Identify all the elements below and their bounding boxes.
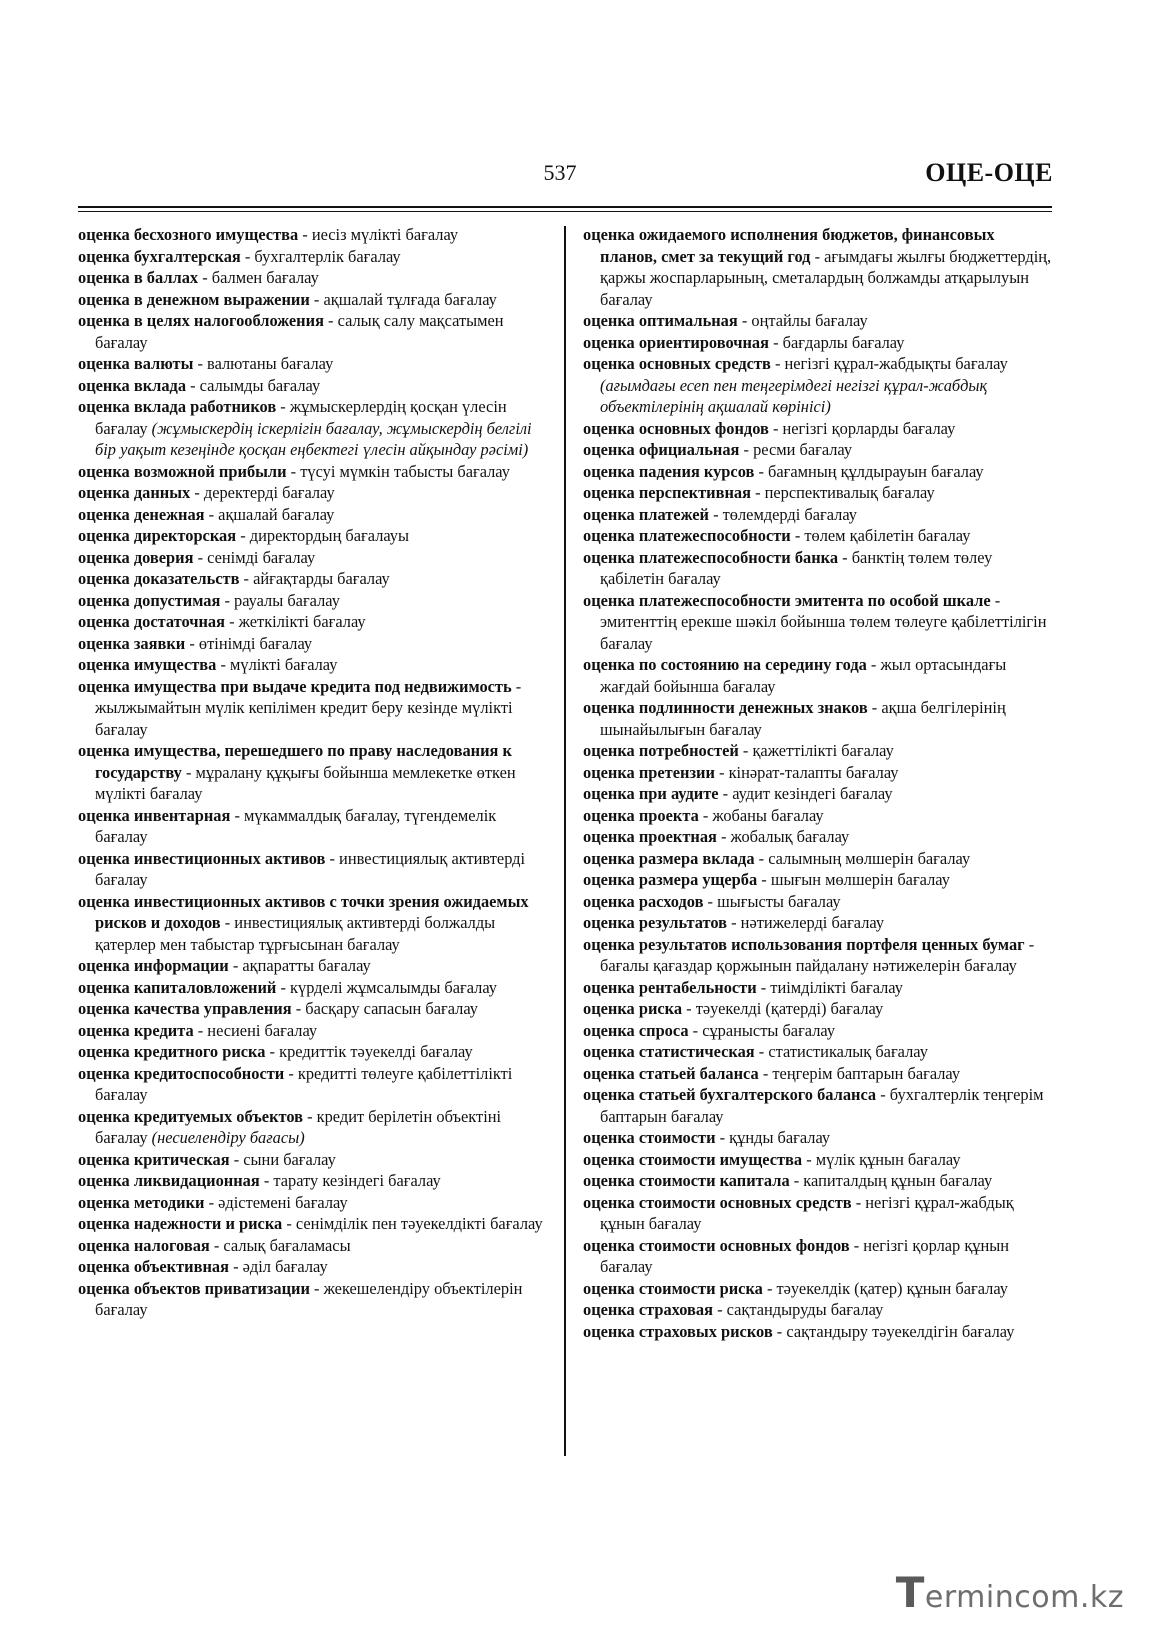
entry-term: оценка страховых рисков [583, 1321, 773, 1341]
dictionary-entry [583, 353, 1053, 418]
entry-term: оценка достаточная [78, 612, 225, 631]
right-column [583, 224, 1053, 1342]
dictionary-entry [78, 1256, 548, 1278]
dictionary-entry [583, 1041, 1053, 1063]
termincom-logo: Termincom.kz [895, 1568, 1124, 1617]
entry-term: оценка ликвидационная [78, 1171, 260, 1190]
entry-definition: - күрделі жұмсалымды бағалау [276, 977, 497, 997]
entry-definition: - жобалық бағалау [716, 827, 850, 846]
entry-definition: - нәтижелерді бағалау [727, 913, 885, 932]
dictionary-entry [583, 762, 1053, 784]
dictionary-entry [583, 224, 1053, 310]
dictionary-entry [78, 461, 548, 483]
header-rule-thick [78, 206, 1052, 208]
dictionary-entry [78, 1106, 548, 1149]
dictionary-entry [78, 590, 548, 612]
dictionary-entry [583, 332, 1053, 354]
entry-term: оценка ожидаемого исполнения бюджетов, финансовых планов, смет за текущий год [583, 225, 995, 266]
entry-definition: - төлемдерді бағалау [708, 504, 857, 524]
entry-definition: - салық бағаламасы [209, 1235, 351, 1255]
left-column [78, 224, 548, 1321]
entry-definition: - ресми бағалау [739, 440, 853, 459]
entry-definition: - деректерді бағалау [190, 483, 335, 502]
dictionary-entry [78, 246, 548, 268]
entry-term: оценка вклада работников [78, 397, 277, 416]
dictionary-entry [583, 1299, 1053, 1321]
entry-definition: - негізгі құрал-жабдық құнын бағалау [600, 1192, 1014, 1233]
entry-term: оценка в баллах [78, 268, 199, 287]
entry-definition: - оңтайлы бағалау [737, 311, 868, 330]
dictionary-entry [78, 482, 548, 504]
dictionary-entry [583, 998, 1053, 1020]
entry-definition: - валютаны бағалау [193, 354, 334, 373]
entry-definition: - салымды бағалау [186, 375, 321, 395]
entry-definition: - мүлік құнын бағалау [802, 1149, 961, 1169]
dictionary-entry [78, 633, 548, 655]
entry-definition: - жыл ортасындағы жағдай бойынша бағалау [600, 655, 1007, 696]
entry-definition: - құнды бағалау [715, 1128, 831, 1147]
entry-term: оценка в целях налогообложения [78, 311, 324, 330]
entry-definition: - өтінімді бағалау [185, 633, 313, 653]
entry-term: оценка рентабельности [583, 977, 757, 997]
entry-definition: - перспективалық бағалау [750, 483, 935, 502]
entry-term: оценка статьей баланса [583, 1063, 759, 1083]
entry-term: оценка инвестиционных активов [78, 848, 326, 868]
dictionary-entry [78, 955, 548, 977]
dictionary-entry [583, 805, 1053, 827]
dictionary-entry [78, 504, 548, 526]
entry-term: оценка данных [78, 483, 191, 502]
dictionary-entry [78, 611, 548, 633]
entry-term: оценка качества управления [78, 999, 292, 1018]
dictionary-entry [583, 826, 1053, 848]
dictionary-entry [583, 1192, 1053, 1235]
entry-note: (несиелендіру бағасы) [151, 1128, 305, 1147]
entry-note: (жұмыскердің іскерлігін бағалау, жұмыскердің белгілі бір уақыт кезеңінде қосқан еңбектегі үлесін айқындау рәсімі) [95, 418, 532, 459]
dictionary-entry [583, 504, 1053, 526]
dictionary-entry [78, 1192, 548, 1214]
entry-term: оценка стоимости основных средств [583, 1192, 852, 1212]
entry-definition: - ақшалай бағалау [204, 504, 335, 524]
entry-definition: - жылжымайтын мүлік кепілімен кредит беру кезінде мүлікті бағалау [95, 676, 522, 739]
entry-definition: - мүлікті бағалау [216, 655, 338, 674]
entry-term: оценка имущества [78, 655, 217, 674]
dictionary-entry [78, 891, 548, 956]
dictionary-entry [583, 439, 1053, 461]
entry-term: оценка платежей [583, 504, 709, 524]
entry-definition: - бағалы қағаздар қоржынын пайдалану нәтижелерін бағалау [600, 934, 1035, 975]
dictionary-entry [78, 676, 548, 741]
entry-term: оценка допустимая [78, 590, 221, 610]
dictionary-entry [583, 891, 1053, 913]
entry-definition: - сақтандыру тәуекелдігін бағалау [772, 1321, 1015, 1341]
dictionary-entry [583, 1127, 1053, 1149]
dictionary-entry [78, 740, 548, 805]
entry-definition: - негізгі қорлар құнын бағалау [600, 1235, 1010, 1276]
entry-definition: - бухгалтерлік бағалау [240, 246, 401, 266]
dictionary-entry [78, 310, 548, 353]
entry-term: оценка кредитуемых объектов [78, 1106, 303, 1126]
dictionary-entry [78, 525, 548, 547]
entry-definition: - шығысты бағалау [703, 891, 841, 911]
entry-definition: - капиталдың құнын бағалау [789, 1171, 993, 1190]
dictionary-entry [78, 1278, 548, 1321]
dictionary-entry [78, 1213, 548, 1235]
dictionary-entry [583, 1170, 1053, 1192]
entry-term: оценка ориентировочная [583, 332, 769, 352]
entry-definition: - инвестициялық активтерді болжалды қатерлер мен табыстар тұрғысынан бағалау [95, 913, 496, 954]
entry-term: оценка перспективная [583, 483, 751, 502]
entry-definition: - теңгерім баптарын бағалау [758, 1063, 961, 1083]
entry-term: оценка стоимости капитала [583, 1171, 790, 1190]
page-number: 537 [543, 160, 577, 185]
entry-term: оценка стоимости имущества [583, 1149, 803, 1169]
entry-term: оценка заявки [78, 633, 186, 653]
dictionary-entry [583, 654, 1053, 697]
entry-term: оценка возможной прибыли [78, 461, 287, 481]
dictionary-entry [583, 1149, 1053, 1171]
dictionary-entry [583, 310, 1053, 332]
dictionary-entry [78, 289, 548, 311]
entry-definition: - бағамның құлдырауын бағалау [754, 461, 984, 481]
entry-term: оценка оптимальная [583, 311, 738, 330]
entry-term: оценка страховая [583, 1300, 713, 1319]
entry-term: оценка падения курсов [583, 461, 755, 481]
entry-term: оценка результатов [583, 913, 728, 932]
entry-definition: - әділ бағалау [228, 1257, 328, 1276]
dictionary-entry [583, 934, 1053, 977]
entry-term: оценка риска [583, 999, 683, 1018]
entry-definition: - қажеттілікті бағалау [738, 741, 894, 760]
dictionary-entry [78, 1041, 548, 1063]
entry-definition: - шығын мөлшерін бағалау [757, 870, 950, 889]
entry-definition: - тиімділікті бағалау [756, 977, 903, 997]
entry-definition: - ақшалай тұлғада бағалау [309, 289, 497, 309]
entry-definition: - ақпаратты бағалау [228, 956, 371, 975]
entry-definition: - айғақтарды бағалау [239, 569, 390, 588]
dictionary-entry [583, 1278, 1053, 1300]
entry-term: оценка доверия [78, 547, 194, 567]
dictionary-entry [78, 1149, 548, 1171]
dictionary-entry [78, 375, 548, 397]
entry-term: оценка стоимости основных фондов [583, 1235, 850, 1255]
entry-definition: - тәуекелдік (қатер) құнын бағалау [762, 1278, 1008, 1298]
header-rule-thin [78, 211, 1052, 212]
entry-definition: - жекешелендіру объектілерін бағалау [95, 1278, 523, 1319]
entry-definition: - инвестициялық активтерді бағалау [95, 848, 526, 889]
entry-term: оценка официальная [583, 440, 740, 459]
entry-definition: - ақша белгілерінің шынайылығын бағалау [600, 698, 1006, 739]
dictionary-entry [583, 1020, 1053, 1042]
dictionary-entry [583, 547, 1053, 590]
entry-term: оценка проекта [583, 805, 699, 825]
entry-term: оценка денежная [78, 504, 205, 524]
dictionary-entry [78, 1020, 548, 1042]
entry-definition: - басқару сапасын бағалау [291, 999, 478, 1018]
dictionary-entry [78, 654, 548, 676]
entry-definition: - кінәрат-талапты бағалау [714, 762, 899, 782]
entry-term: оценка платежеспособности банка [583, 547, 839, 567]
entry-term: оценка основных фондов [583, 418, 769, 438]
dictionary-entry [583, 848, 1053, 870]
entry-term: оценка капиталовложений [78, 977, 277, 997]
entry-definition: - жеткілікті бағалау [225, 612, 366, 631]
entry-term: оценка инвентарная [78, 805, 231, 825]
dictionary-entry [78, 547, 548, 569]
entry-term: оценка кредита [78, 1020, 194, 1040]
entry-term: оценка имущества при выдаче кредита под недвижимость [78, 676, 512, 696]
dictionary-entry [583, 1063, 1053, 1085]
entry-term: оценка расходов [583, 891, 704, 911]
entry-term: оценка размера вклада [583, 848, 755, 868]
entry-term: оценка информации [78, 956, 229, 975]
entry-term: оценка стоимости риска [583, 1278, 763, 1298]
entry-definition: - аудит кезіндегі бағалау [718, 784, 893, 803]
entry-definition: - эмитенттің ерекше шәкіл бойынша төлем төлеуге қабілеттілігін бағалау [600, 590, 1047, 653]
dictionary-entry [78, 977, 548, 999]
dictionary-entry [583, 697, 1053, 740]
entry-definition: - негізгі құрал-жабдықты бағалау [770, 354, 1008, 373]
entry-term: оценка спроса [583, 1020, 689, 1040]
entry-definition: - әдістемені бағалау [204, 1192, 348, 1212]
entry-definition: - рауалы бағалау [220, 590, 340, 610]
entry-definition: - төлем қабілетін бағалау [790, 526, 971, 545]
entry-definition: - иесіз мүлікті бағалау [298, 225, 459, 244]
entry-definition: - мұралану құқығы бойынша мемлекетке өткен мүлікті бағалау [95, 762, 516, 803]
entry-definition: - балмен бағалау [198, 268, 319, 287]
entry-definition: - тәуекелді (қатерді) бағалау [682, 999, 884, 1018]
column-divider [564, 226, 566, 1456]
entry-definition: - салық салу мақсатымен бағалау [95, 311, 504, 352]
entry-term: оценка кредитного риска [78, 1042, 266, 1061]
dictionary-entry [583, 783, 1053, 805]
entry-term: оценка основных средств [583, 354, 771, 373]
dictionary-entry [583, 740, 1053, 762]
dictionary-entry [583, 1235, 1053, 1278]
dictionary-entry [583, 912, 1053, 934]
dictionary-entry [583, 869, 1053, 891]
dictionary-entry [78, 224, 548, 246]
entry-term: оценка директорская [78, 526, 237, 545]
entry-term: оценка методики [78, 1192, 205, 1212]
entry-term: оценка налоговая [78, 1235, 210, 1255]
dictionary-entry [78, 1170, 548, 1192]
dictionary-entry [583, 482, 1053, 504]
entry-term: оценка при аудите [583, 784, 719, 803]
entry-term: оценка бесхозного имущества [78, 225, 299, 244]
entry-term: оценка по состоянию на середину года [583, 655, 867, 674]
entry-term: оценка платежеспособности [583, 526, 791, 545]
entry-term: оценка статьей бухгалтерского баланса [583, 1085, 877, 1104]
entry-term: оценка потребностей [583, 741, 739, 760]
entry-definition: - сенімділік пен тәуекелдікті бағалау [282, 1214, 543, 1233]
entry-term: оценка платежеспособности эмитента по особой шкале [583, 590, 991, 610]
entry-definition: - сұранысты бағалау [688, 1020, 836, 1040]
entry-definition: - жобаны бағалау [698, 805, 824, 825]
entry-definition: - тарату кезіндегі бағалау [259, 1171, 441, 1190]
page-header: ОЦЕ-ОЦЕ [925, 158, 1053, 187]
entry-term: оценка кредитоспособности [78, 1063, 285, 1083]
entry-term: оценка претензии [583, 762, 715, 782]
entry-definition: - мүкаммалдық бағалау, түгендемелік бағалау [95, 805, 497, 846]
entry-term: оценка объектов приватизации [78, 1278, 310, 1298]
dictionary-entry [583, 461, 1053, 483]
entry-term: оценка статистическая [583, 1042, 755, 1061]
entry-definition: - сақтандыруды бағалау [712, 1300, 884, 1319]
dictionary-entry [583, 418, 1053, 440]
dictionary-entry [78, 848, 548, 891]
entry-term: оценка размера ущерба [583, 870, 758, 889]
entry-term: оценка результатов использования портфеля ценных бумаг [583, 934, 1025, 954]
entry-term: оценка стоимости [583, 1128, 716, 1147]
dictionary-entry [78, 1235, 548, 1257]
entry-definition: - банктің төлем төлеу қабілетін бағалау [600, 547, 993, 588]
entry-definition: - негізгі қорларды бағалау [768, 418, 956, 438]
entry-definition: - ағымдағы жылғы бюджеттердің, қаржы жоспарларының, сметалардың болжамды атқарылуын бағалау [600, 246, 1052, 309]
entry-definition: - кредиттік тәуекелді бағалау [265, 1042, 473, 1061]
dictionary-entry [583, 525, 1053, 547]
entry-term: оценка подлинности денежных знаков [583, 698, 868, 717]
entry-term: оценка в денежном выражении [78, 289, 310, 309]
entry-term: оценка доказательств [78, 569, 240, 588]
entry-term: оценка бухгалтерская [78, 246, 241, 266]
dictionary-entry [78, 998, 548, 1020]
dictionary-entry [78, 805, 548, 848]
entry-term: оценка валюты [78, 354, 194, 373]
entry-definition: - салымның мөлшерін бағалау [754, 848, 971, 868]
entry-definition: - түсуі мүмкін табысты бағалау [286, 461, 510, 481]
dictionary-entry [78, 267, 548, 289]
entry-definition: - кредитті төлеуге қабілеттілікті бағалау [95, 1063, 513, 1104]
entry-definition: - сыни бағалау [229, 1149, 336, 1169]
entry-term: оценка проектная [583, 827, 717, 846]
dictionary-entry [78, 353, 548, 375]
entry-definition: - жұмыскерлердің қосқан үлесін бағалау [95, 397, 507, 438]
entry-term: оценка объективная [78, 1257, 229, 1276]
dictionary-entry [583, 1084, 1053, 1127]
entry-term: оценка имущества, перешедшего по праву наследования к государству [78, 741, 512, 782]
entry-definition: - сенімді бағалау [193, 547, 316, 567]
entry-term: оценка вклада [78, 375, 187, 395]
entry-definition: - несиені бағалау [193, 1020, 318, 1040]
dictionary-entry [583, 590, 1053, 655]
entry-definition: - кредит берілетін объектіні бағалау [95, 1106, 502, 1147]
entry-definition: - статистикалық бағалау [754, 1042, 928, 1061]
entry-term: оценка надежности и риска [78, 1214, 283, 1233]
entry-term: оценка инвестиционных активов с точки зрения ожидаемых рисков и доходов [78, 891, 529, 932]
entry-note: (ағымдағы есеп пен теңгерімдегі негізгі құрал-жабдық объектілерінің ақшалай көрінісі) [600, 375, 988, 416]
dictionary-entry [78, 396, 548, 461]
entry-definition: - директордың бағалауы [236, 526, 410, 545]
dictionary-entry [78, 1063, 548, 1106]
dictionary-entry [78, 568, 548, 590]
entry-definition: - бухгалтерлік теңгерім баптарын бағалау [600, 1085, 1044, 1126]
entry-term: оценка критическая [78, 1149, 230, 1169]
entry-definition: - бағдарлы бағалау [768, 332, 905, 352]
dictionary-entry [583, 977, 1053, 999]
dictionary-entry [583, 1321, 1053, 1343]
